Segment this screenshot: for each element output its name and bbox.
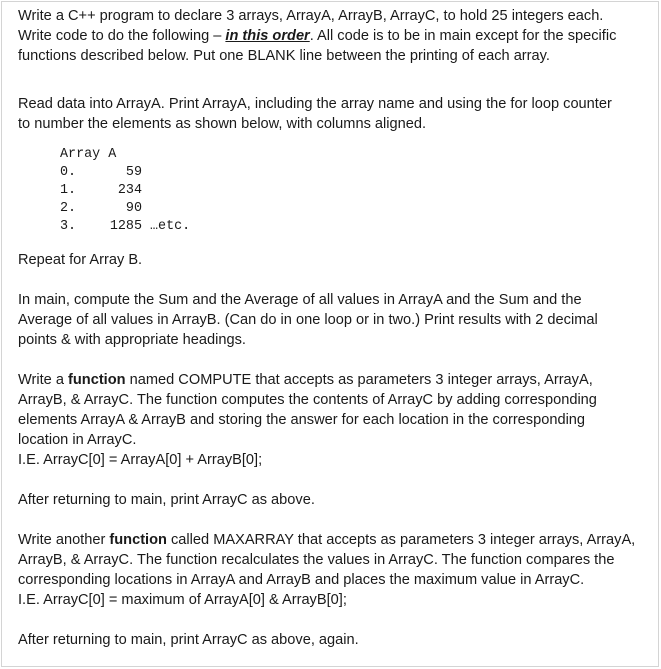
compute-line-2: ArrayB, & ArrayC. The function computes the contents of ArrayC by adding corresponding — [18, 392, 597, 408]
intro-line-3: functions described below. Put one BLANK line between the printing of each array. — [18, 48, 550, 64]
compute-line-1 — [18, 370, 648, 390]
after-maxarray-line: After returning to main, print ArrayC as above, again. — [18, 632, 359, 648]
intro-paragraph — [18, 6, 648, 66]
row-index: 0. — [60, 165, 77, 180]
maxarray-line-3: corresponding locations in ArrayA and ArrayB and places the maximum value in ArrayC. — [18, 572, 585, 588]
row-value: 1285 — [109, 219, 142, 234]
function-keyword: function — [68, 372, 126, 388]
sample-output-row — [60, 200, 648, 218]
compute-line-3: elements ArrayA & ArrayB and storing the answer for each location in the corresponding — [18, 412, 586, 428]
in-this-order-emphasis: in this order — [225, 28, 310, 44]
repeat-line: Repeat for Array B. — [18, 252, 143, 268]
assignment-document — [18, 6, 648, 650]
sample-output-row — [60, 182, 648, 200]
sample-output-block — [60, 146, 648, 236]
compute-example: I.E. ArrayC[0] = ArrayA[0] + ArrayB[0]; — [18, 452, 263, 468]
maxarray-line-2: ArrayB, & ArrayC. The function recalculates the values in ArrayC. The function compares the — [18, 552, 615, 568]
sample-output-row — [60, 218, 648, 236]
row-index: 1. — [60, 183, 77, 198]
row-index: 3. — [60, 219, 77, 234]
maxarray-paragraph — [18, 530, 648, 610]
intro-line-2 — [18, 26, 648, 46]
row-index: 2. — [60, 201, 77, 216]
row-value: 90 — [125, 201, 142, 216]
after-compute-line: After returning to main, print ArrayC as above. — [18, 492, 315, 508]
compute-paragraph — [18, 370, 648, 470]
intro-line-1: Write a C++ program to declare 3 arrays, ArrayA, ArrayB, ArrayC, to hold 25 integers each. — [18, 8, 604, 24]
sum-line-3: points & with appropriate headings. — [18, 332, 246, 348]
row-etc: …etc. — [150, 219, 191, 234]
intro-line-2-post: . All code is to be in main except for the specific — [309, 28, 617, 44]
sample-output-row — [60, 164, 648, 182]
maxarray-line-1 — [18, 530, 648, 550]
sum-paragraph — [18, 290, 648, 350]
read-line-2: to number the elements as shown below, with columns aligned. — [18, 116, 427, 132]
read-line-1: Read data into ArrayA. Print ArrayA, including the array name and using the for loop counter — [18, 96, 612, 112]
compute-line-4: location in ArrayC. — [18, 432, 137, 448]
compute-line-1-pre: Write a — [18, 372, 69, 388]
sum-line-1: In main, compute the Sum and the Average of all values in ArrayA and the Sum and the — [18, 292, 582, 308]
compute-line-1-post: named COMPUTE that accepts as parameters 3 integer arrays, ArrayA, — [125, 372, 593, 388]
maxarray-example: I.E. ArrayC[0] = maximum of ArrayA[0] & ArrayB[0]; — [18, 592, 347, 608]
maxarray-line-1-post: called MAXARRAY that accepts as parameters 3 integer arrays, ArrayA, — [166, 532, 636, 548]
read-paragraph — [18, 94, 648, 134]
intro-line-2-pre: Write code to do the following – — [18, 28, 226, 44]
sum-line-2: Average of all values in ArrayB. (Can do in one loop or in two.) Print results with 2 decimal — [18, 312, 598, 328]
row-value: 59 — [125, 165, 142, 180]
maxarray-line-1-pre: Write another — [18, 532, 110, 548]
sample-output-title: Array A — [60, 147, 117, 162]
row-value: 234 — [117, 183, 142, 198]
function-keyword: function — [109, 532, 167, 548]
